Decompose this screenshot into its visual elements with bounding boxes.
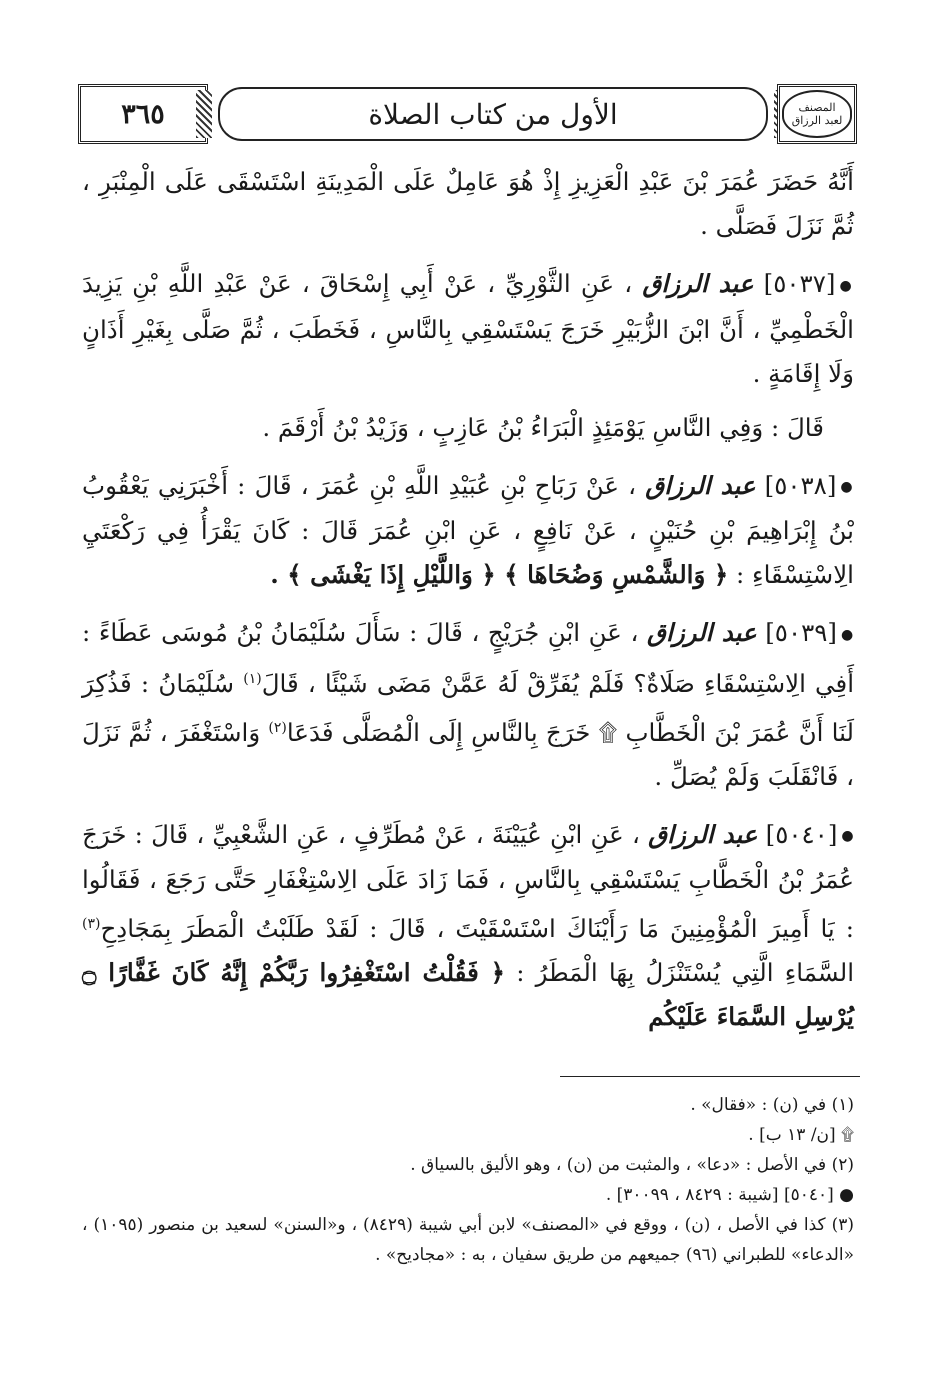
- book-logo-icon: [782, 90, 852, 138]
- logo-line-1: المصنف: [798, 101, 836, 114]
- footnote-divider: [560, 1076, 860, 1077]
- footnote-2: (٢) في الأصل : «دعا» ، والمثبت من (ن) ، وهو الأليق بالسياق .: [410, 1155, 854, 1175]
- hadith-5037: [82, 262, 854, 396]
- hadith-5039: [82, 611, 854, 799]
- hadith-number: [٥٠٣٧]: [763, 269, 836, 298]
- bullet-icon: ●: [841, 828, 855, 845]
- hadith-text: ، عَنِ ابْنِ عُيَيْنَةَ ، عَنْ مُطَرِّفٍ ، عَنِ الشَّعْبِيِّ ، قَالَ : خَرَجَ عُمَرُ بْنُ الْخَطَّابِ يَسْتَسْقِي بِالنَّاسِ ، فَمَا زَادَ عَلَى الِاسْتِغْفَارِ حَتَّى رَجَعَ ، فَقَالُوا : يَا أَمِيرَ الْمُؤْمِنِينَ مَا رَأَيْنَاكَ اسْتَسْقَيْتَ ، قَالَ : لَقَدْ طَلَبْتُ الْمَطَرَ بِمَجَادِحِ: [82, 819, 854, 944]
- hadith-text: ، عَنِ ابْنِ جُرَيْجٍ ، قَالَ : سَأَلَ سُلَيْمَانُ بْنُ مُوسَى عَطَاءً : أَفِي الِاسْتِسْقَاءِ صَلَاةٌ؟ فَلَمْ يُفَرِّقْ لَهُ عَمَّنْ مَضَى شَيْئًا ، قَالَ: [82, 618, 854, 698]
- footnote-ref-2[interactable]: (٢): [268, 719, 287, 736]
- paragraph-text: أَنَّهُ حَضَرَ عُمَرَ بْنَ عَبْدِ الْعَزِيزِ إِذْ هُوَ عَامِلٌ عَلَى الْمَدِينَةِ اسْتَسْقَى عَلَى الْمِنْبَرِ ، ثُمَّ نَزَلَ فَصَلَّى .: [82, 167, 854, 240]
- hadith-author: عبد الرزاق: [642, 269, 754, 298]
- footnote-ref-3[interactable]: (٣): [82, 916, 101, 933]
- page-number: ٣٦٥: [121, 98, 165, 130]
- page-header: [78, 84, 857, 146]
- note-text: قَالَ : وَفِي النَّاسِ يَوْمَئِذٍ الْبَرَاءُ بْنُ عَازِبٍ ، وَزَيْدُ بْنُ أَرْقَمَ .: [262, 412, 824, 442]
- running-title-box: [218, 87, 768, 141]
- hadith-text: ، عَنْ رَبَاحِ بْنِ عُبَيْدِ اللَّهِ بْنِ عُمَرَ ، قَالَ : أَخْبَرَنِي يَعْقُوبُ بْنُ إِبْرَاهِيمَ بْنِ حُنَيْنٍ ، عَنْ نَافِعٍ ، عَنِ ابْنِ عُمَرَ قَالَ : كَانَ يَقْرَأُ فِي رَكْعَتَيِ الِاسْتِسْقَاءِ :: [82, 470, 854, 589]
- hadith-author: عبد الرزاق: [645, 470, 756, 500]
- footnote-3: (٣) كذا في الأصل ، (ن) ، ووقع في «المصنف» لابن أبي شيبة (٨٤٢٩) ، و«السنن» لسعيد بن منصور (١٠٩٥) ، «الدعاء» للطبراني (٩٦) جميعهم من طريق سفيان ، به : «مجاديح» .: [82, 1215, 854, 1265]
- continuation-paragraph: [82, 160, 854, 248]
- bullet-icon: ●: [839, 277, 855, 294]
- bullet-icon: ●: [840, 479, 854, 495]
- hadith-number: [٥٠٣٨]: [764, 470, 837, 500]
- hadith-text-3: وَاسْتَغْفَرَ ، ثُمَّ نَزَلَ ، فَانْقَلَبَ وَلَمْ يُصَلِّ .: [82, 717, 854, 791]
- ornament-icon: [196, 90, 212, 138]
- hadith-text-2: سُلَيْمَانُ : فَذُكِرَ لَنَا أَنَّ عُمَرَ بْنَ الْخَطَّابِ ۩ خَرَجَ بِالنَّاسِ إِلَى الْمُصَلَّى فَدَعَا: [82, 668, 854, 747]
- footnote-manuscript-ref: ۩ [ن/ ١٣ ب] .: [748, 1125, 854, 1145]
- hadith-author: عبد الرزاق: [647, 618, 757, 647]
- footnote-source-ref: ● [٥٠٤٠] [شيبة : ٨٤٢٩ ، ٣٠٠٩٩] .: [605, 1185, 854, 1205]
- hadith-note: [82, 406, 854, 450]
- bullet-icon: ●: [840, 626, 854, 643]
- hadith-number: [٥٠٤٠]: [765, 819, 838, 849]
- book-logo-box: [777, 84, 857, 144]
- hadith-5038: [82, 464, 854, 598]
- footnote-1: (١) في (ن) : «فقال» .: [690, 1095, 854, 1115]
- hadith-5040: [82, 813, 854, 1040]
- footnote-ref-1[interactable]: (١): [243, 670, 262, 687]
- quran-verse: ﴿ وَالشَّمْسِ وَضُحَاهَا ﴾ ﴿ وَاللَّيْلِ إِذَا يَغْشَى ﴾ .: [270, 560, 729, 589]
- footnotes: [82, 1090, 854, 1270]
- hadith-text: ، عَنِ الثَّوْرِيِّ ، عَنْ أَبِي إِسْحَاقَ ، عَنْ عَبْدِ اللَّهِ بْنِ يَزِيدَ الْخَطْمِيِّ ، أَنَّ ابْنَ الزُّبَيْرِ خَرَجَ يَسْتَسْقِي بِالنَّاسِ ، فَخَطَبَ ، ثُمَّ صَلَّى بِغَيْرِ أَذَانٍ وَلَا إِقَامَةٍ .: [82, 269, 854, 388]
- logo-line-2: لعبد الرزاق: [791, 114, 843, 127]
- hadith-text-2: السَّمَاءِ الَّتِي يُسْتَنْزَلُ بِهَا الْمَطَرُ :: [516, 958, 855, 988]
- main-text: [82, 160, 854, 1053]
- hadith-author: عبد الرزاق: [648, 819, 758, 849]
- hadith-number: [٥٠٣٩]: [765, 618, 837, 647]
- running-title: الأول من كتاب الصلاة: [368, 97, 618, 131]
- page-number-box: [78, 84, 208, 144]
- quran-verse: ﴿ فَقُلْتُ اسْتَغْفِرُوا رَبَّكُمْ إِنَّهُ كَانَ غَفَّارًا ۝ يُرْسِلِ السَّمَاءَ عَلَيْكُم: [82, 958, 854, 1032]
